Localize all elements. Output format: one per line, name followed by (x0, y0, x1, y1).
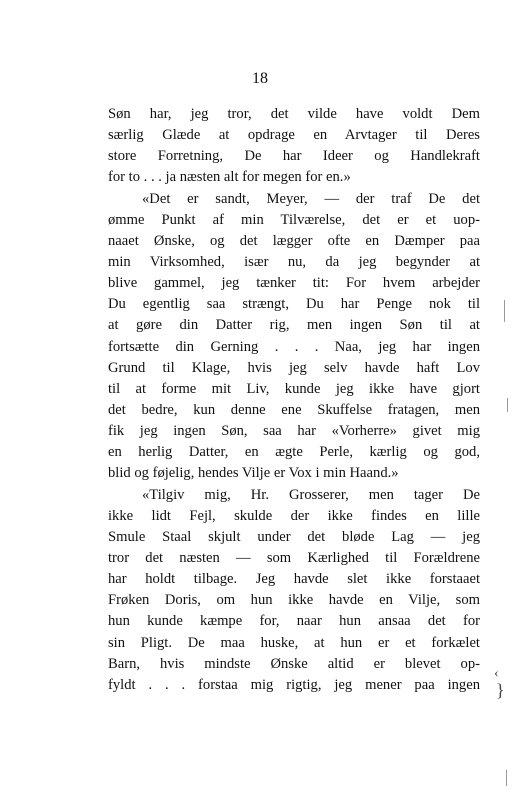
text-line: tror det næsten — som Kærlighed til Forældrene (108, 549, 480, 566)
text-line: Smule Staal skjult under det bløde Lag — jeg (108, 528, 480, 545)
margin-mark: ‹ (494, 666, 499, 681)
text-line: fyldt . . . forstaa mig rigtig, jeg mener paa ingen (108, 676, 480, 693)
text-line: fortsætte din Gerning . . . Naa, jeg har ingen (108, 338, 480, 355)
text-line: Frøken Doris, om hun ikke havde en Vilje, som (108, 592, 480, 609)
page-number: 18 (252, 70, 268, 87)
text-line: min Virksomhed, især nu, da jeg begynder at (108, 253, 480, 270)
text-line: Grund til Klage, hvis jeg selv havde haft Lov (108, 359, 480, 376)
scan-artifact-line (506, 770, 507, 786)
text-line: «Det er sandt, Meyer, — der traf De det (142, 190, 480, 207)
text-line: blive gammel, jeg tænker tit: For hvem arbejder (108, 275, 480, 292)
text-line: til at forme mit Liv, kunde jeg ikke have gjort (108, 380, 480, 397)
text-line: Barn, hvis mindste Ønske altid er blevet op- (108, 655, 480, 672)
text-line: hun kunde kæmpe for, naar hun ansaa det for (108, 613, 480, 630)
scan-artifact-line (507, 398, 508, 412)
scan-artifact-line (504, 300, 505, 322)
text-line: for to . . . ja næsten alt for megen for en.» (108, 169, 351, 186)
text-line: ikke lidt Fejl, skulde der ikke findes en lille (108, 507, 480, 524)
text-line: at gøre din Datter rig, men ingen Søn til at (108, 317, 480, 334)
text-line: Du egentlig saa strængt, Du har Penge nok til (108, 296, 480, 313)
text-line: det bedre, kun denne ene Skuffelse fratagen, men (108, 401, 480, 418)
text-line: «Tilgiv mig, Hr. Grosserer, men tager De (142, 486, 480, 503)
text-line: fik jeg ingen Søn, saa har «Vorherre» givet mig (108, 423, 480, 440)
margin-bracket: } (496, 680, 505, 700)
text-line: har holdt tilbage. Jeg havde slet ikke forstaaet (108, 571, 480, 588)
text-line: blid og føjelig, hendes Vilje er Vox i min Haand.» (108, 465, 399, 482)
text-line: en herlig Datter, en ægte Perle, kærlig og god, (108, 444, 480, 461)
body-text (108, 104, 480, 696)
text-line: store Forretning, De har Ideer og Handlekraft (108, 148, 480, 165)
text-line: særlig Glæde at opdrage en Arvtager til Deres (108, 127, 480, 144)
text-line: ømme Punkt af min Tilværelse, det er et uop- (108, 211, 480, 228)
text-line: naaet Ønske, og det lægger ofte en Dæmper paa (108, 232, 480, 249)
text-line: Søn har, jeg tror, det vilde have voldt Dem (108, 106, 480, 122)
text-line: sin Pligt. De maa huske, at hun er et forkælet (108, 634, 480, 651)
